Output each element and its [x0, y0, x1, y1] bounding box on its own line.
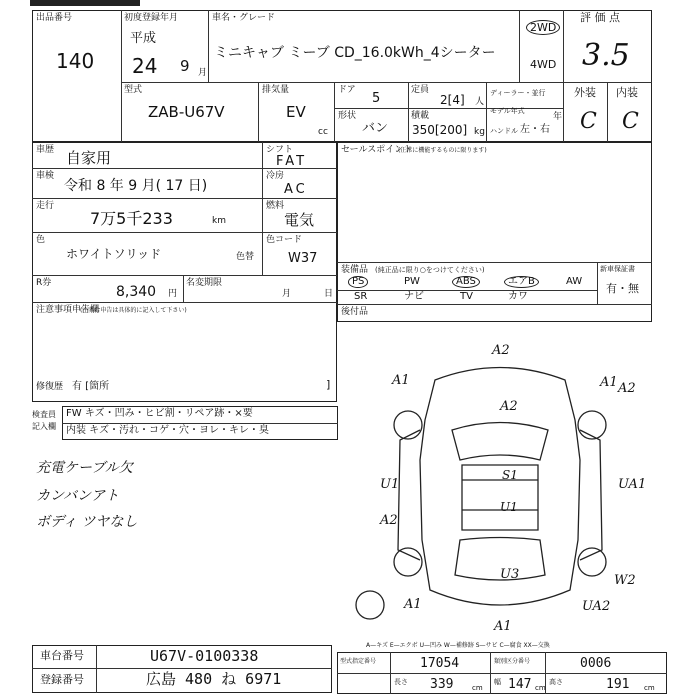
inspector-label-1: 検査員: [32, 410, 56, 419]
roof: [462, 465, 538, 530]
mileage-label: 走行: [36, 201, 55, 211]
eval-score: 3.5: [582, 38, 630, 73]
color-code-value: W37: [288, 251, 318, 266]
shape-label: 形状: [338, 111, 357, 121]
recycle-unit: 円: [168, 289, 178, 299]
damage-mark: A1: [392, 373, 410, 388]
recycle-label: R券: [36, 278, 52, 288]
width-label: 幅: [494, 678, 501, 686]
equip-sub: (純正品に限り○をつけてください): [375, 266, 485, 274]
wheel-rr: [578, 548, 606, 576]
damage-legend: A—キズ E—エクボ U—凹み W—補修跡 S—サビ C—腐食 XX—交換: [366, 642, 550, 649]
damage-mark: U1: [500, 500, 518, 514]
height-unit: cm: [644, 684, 655, 692]
history-label: 車歴: [36, 145, 55, 155]
wheel-rl: [394, 548, 422, 576]
reg-month-unit: 月: [198, 68, 208, 78]
equip-pw: PW: [404, 276, 420, 287]
chassis-number: U67V-0100338: [150, 647, 259, 665]
car-name-label: 車名・グレード: [212, 13, 276, 23]
reg-year: 24: [132, 54, 158, 78]
left-side: [398, 430, 420, 560]
int-grade: C: [622, 109, 639, 134]
name-change-month: 月: [282, 289, 292, 299]
retrofit-label: 後付品: [341, 307, 369, 317]
capacity-label: 定員: [411, 85, 430, 95]
damage-mark: A1: [600, 375, 618, 390]
capacity-unit: 人: [475, 97, 485, 107]
notes-sub: (不具合申告は具体的に記入して下さい): [80, 307, 187, 314]
plate-number: 広島 480 ね 6971: [146, 670, 282, 688]
dealer-label: ディーラー・並行: [490, 89, 546, 97]
notes-label: 注意事項申告欄: [36, 305, 100, 315]
sales-box: [337, 142, 652, 322]
sales-sub: (正常に機能するものに限ります): [398, 147, 487, 154]
height: 191: [606, 677, 630, 692]
reg-month: 9: [180, 57, 190, 75]
handwritten-note-3: ボディ ツヤなし: [36, 514, 138, 530]
chassis-label: 車台番号: [40, 649, 84, 662]
sales-label: セールスポイント: [341, 145, 413, 155]
doors-label: ドア: [338, 85, 356, 95]
model-label: 型式: [124, 85, 143, 95]
model-year-label: モデル年式: [490, 107, 525, 115]
length: 339: [430, 677, 454, 692]
mileage-value: 7万5千233: [90, 209, 173, 228]
spare-tire: [356, 591, 384, 619]
disp-unit: cc: [318, 127, 328, 137]
warranty-value: 有・無: [606, 282, 639, 295]
warranty-label: 新車保証書: [600, 265, 635, 273]
handwritten-note-1: 充電ケーブル欠: [36, 460, 133, 476]
equip-sr: SR: [354, 291, 368, 302]
ac-label: 冷房: [266, 171, 285, 181]
equip-navi: ナビ: [404, 291, 424, 302]
equip-abs: ABS: [452, 276, 480, 288]
color-change-label: 色替: [236, 252, 255, 262]
color-label: 色: [36, 235, 46, 245]
damage-mark: U3: [500, 567, 520, 582]
class-label: 類別区分番号: [494, 658, 531, 665]
ext-label: 外装: [574, 86, 596, 99]
handle-label: ハンドル: [490, 127, 518, 135]
model-year-unit: 年: [553, 112, 563, 122]
equip-aw: AW: [566, 276, 583, 287]
name-change-day: 日: [324, 289, 334, 299]
disp-label: 排気量: [262, 85, 290, 95]
ac-value: AC: [284, 182, 308, 197]
era: 平成: [130, 31, 157, 46]
class-number: 0006: [580, 656, 612, 671]
mileage-unit: km: [212, 216, 226, 226]
inspector-label-2: 記入欄: [32, 422, 56, 431]
equip-label: 装備品: [341, 265, 369, 275]
windshield: [452, 423, 548, 461]
history-value: 自家用: [66, 149, 112, 167]
drive-4wd: 4WD: [530, 58, 557, 71]
inspector-row1: FW キズ・凹み・ヒビ割・リペア跡・×要: [66, 408, 253, 419]
inspector-row2: 内装 キズ・汚れ・コゲ・穴・ヨレ・キレ・臭: [66, 425, 269, 436]
damage-mark: A1: [404, 597, 422, 612]
wheel-fl: [394, 411, 422, 439]
plate-label: 登録番号: [40, 673, 84, 686]
shift-label: シフト: [266, 145, 294, 155]
repair-value: 有 [箇所: [72, 381, 110, 392]
load: 350[200]: [412, 123, 468, 137]
lot-label: 出品番号: [36, 13, 73, 23]
lot-number: 140: [56, 49, 95, 73]
damage-mark: A2: [380, 513, 398, 528]
load-label: 積載: [411, 111, 430, 121]
fuel-label: 燃料: [266, 201, 285, 211]
equip-ps: PS: [348, 276, 368, 288]
handle: 左・右: [520, 124, 550, 135]
model: ZAB-U67V: [148, 103, 225, 121]
disp: EV: [286, 103, 306, 121]
length-label: 長さ: [394, 678, 408, 686]
int-label: 内装: [616, 86, 638, 99]
inspection-value: 令和 8 年 9 月( 17 日): [64, 178, 208, 194]
color-code-label: 色コード: [266, 235, 303, 245]
doors: 5: [372, 91, 381, 106]
damage-mark: A2: [618, 381, 636, 396]
damage-mark: A2: [492, 343, 510, 358]
inspection-label: 車検: [36, 171, 55, 181]
damage-mark: S1: [502, 468, 518, 482]
shape: バン: [362, 121, 389, 136]
shift-value: FAT: [276, 154, 308, 169]
damage-mark: UA2: [582, 599, 611, 614]
fuel-value: 電気: [284, 211, 315, 229]
width: 147: [508, 677, 532, 692]
repair-close: ]: [326, 378, 331, 391]
wheel-fr: [578, 411, 606, 439]
damage-mark: UA1: [618, 477, 647, 492]
damage-mark: A2: [500, 399, 518, 414]
right-side: [580, 430, 602, 560]
drive-2wd: 2WD: [526, 20, 560, 35]
first-reg-label: 初度登録年月: [124, 13, 179, 23]
repair-label: 修復歴: [36, 382, 64, 392]
width-unit: cm: [535, 684, 546, 692]
ext-grade: C: [580, 109, 597, 134]
type-cert: 17054: [420, 656, 460, 671]
equip-leather: カワ: [508, 291, 528, 302]
equip-airbag: エアB: [504, 276, 539, 288]
top-strip: [30, 0, 140, 6]
damage-mark: W2: [614, 573, 636, 588]
height-label: 高さ: [549, 678, 563, 686]
length-unit: cm: [472, 684, 483, 692]
damage-mark: U1: [380, 477, 400, 492]
recycle-value: 8,340: [116, 284, 157, 300]
damage-mark: A1: [494, 619, 512, 634]
name-change-label: 名変期限: [186, 278, 223, 288]
load-unit: kg: [474, 127, 485, 137]
capacity: 2[4]: [440, 93, 465, 107]
eval-label: 評 価 点: [580, 11, 620, 24]
car-name: ミニキャブ ミーブ CD_16.0kWh_4シーター: [214, 45, 496, 61]
color-value: ホワイトソリッド: [66, 247, 162, 261]
equip-tv: TV: [460, 291, 473, 302]
handwritten-note-2: カンバンアト: [36, 488, 120, 504]
type-cert-label: 型式指定番号: [340, 658, 377, 665]
